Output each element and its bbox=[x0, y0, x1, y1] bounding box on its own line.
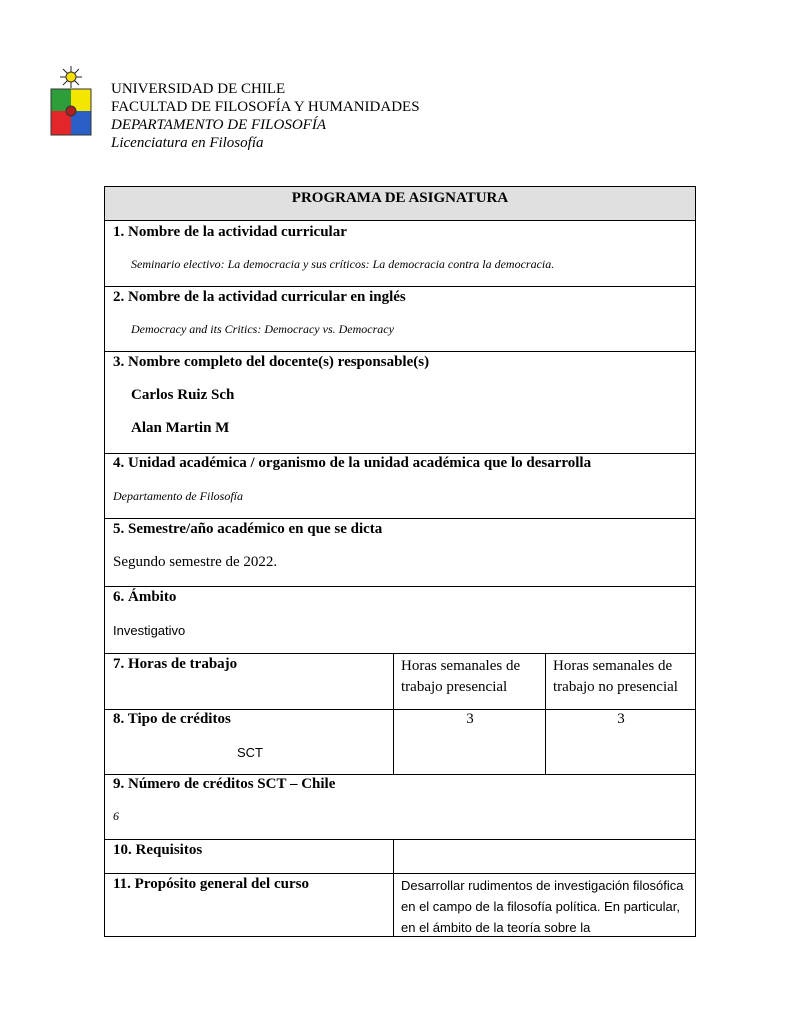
hours-presencial-value: 3 bbox=[393, 710, 546, 774]
section-label: 5. Semestre/año académico en que se dicta bbox=[113, 521, 383, 537]
table-title: PROGRAMA DE ASIGNATURA bbox=[291, 190, 509, 206]
section-6 bbox=[104, 586, 696, 653]
section-10 bbox=[104, 839, 696, 873]
section-label: 7. Horas de trabajo bbox=[113, 656, 238, 672]
university-name: UNIVERSIDAD DE CHILE bbox=[111, 81, 286, 97]
faculty-name: FACULTAD DE FILOSOFÍA Y HUMANIDADES bbox=[111, 99, 420, 115]
credit-type: SCT bbox=[237, 745, 263, 760]
section-9 bbox=[104, 774, 696, 839]
course-purpose: Desarrollar rudimentos de investigación filosófica en el campo de la filosofía política. En particular, en el ámbito de la teoría sobre la bbox=[393, 874, 695, 936]
section-2 bbox=[104, 286, 696, 351]
scope: Investigativo bbox=[113, 623, 186, 638]
section-8 bbox=[104, 709, 696, 774]
activity-name-english: Democracy and its Critics: Democracy vs. Democracy bbox=[131, 322, 394, 336]
section-label: 9. Número de créditos SCT – Chile bbox=[113, 776, 336, 792]
section-label: 4. Unidad académica / organismo de la unidad académica que lo desarrolla bbox=[113, 455, 592, 471]
section-7 bbox=[104, 653, 696, 709]
section-3 bbox=[104, 351, 696, 453]
section-label: 8. Tipo de créditos bbox=[113, 711, 231, 727]
section-5 bbox=[104, 518, 696, 586]
activity-name: Seminario electivo: La democracia y sus críticos: La democracia contra la democracia. bbox=[131, 257, 555, 271]
table-title-row bbox=[104, 186, 696, 220]
section-label: 11. Propósito general del curso bbox=[113, 876, 309, 892]
requirements bbox=[393, 840, 696, 873]
section-label: 10. Requisitos bbox=[113, 842, 203, 858]
section-label: 2. Nombre de la actividad curricular en inglés bbox=[113, 289, 406, 305]
teacher-name: Carlos Ruiz Sch bbox=[131, 387, 235, 403]
hours-no-presencial-value: 3 bbox=[545, 710, 696, 774]
teacher-name: Alan Martin M bbox=[131, 420, 230, 436]
university-logo bbox=[49, 64, 93, 138]
academic-unit: Departamento de Filosofía bbox=[113, 489, 243, 503]
sct-credits: 6 bbox=[113, 809, 119, 823]
section-1 bbox=[104, 220, 696, 286]
section-label: 1. Nombre de la actividad curricular bbox=[113, 224, 347, 240]
section-11 bbox=[104, 873, 696, 937]
section-label: 6. Ámbito bbox=[113, 589, 177, 605]
program-name: Licenciatura en Filosofía bbox=[111, 135, 264, 151]
hours-presencial-header: Horas semanales de trabajo presencial bbox=[393, 654, 547, 709]
section-4 bbox=[104, 453, 696, 518]
hours-no-presencial-header: Horas semanales de trabajo no presencial bbox=[545, 654, 695, 709]
semester: Segundo semestre de 2022. bbox=[113, 554, 278, 570]
institution-header bbox=[111, 80, 420, 152]
department-name: DEPARTAMENTO DE FILOSOFÍA bbox=[111, 117, 326, 133]
section-label: 3. Nombre completo del docente(s) responsable(s) bbox=[113, 354, 430, 370]
